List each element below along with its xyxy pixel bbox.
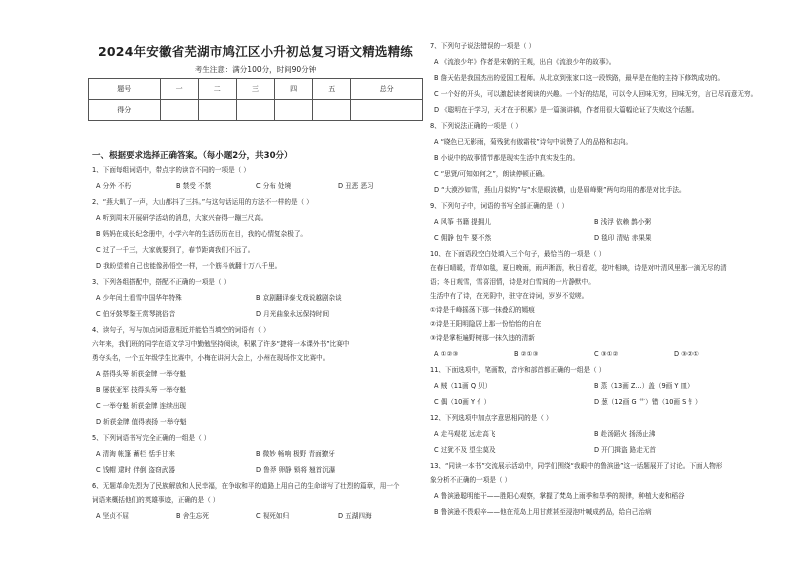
option-text: C 过犹不及 望尘莫及 (434, 446, 496, 454)
score-cell (275, 100, 313, 121)
option-text: A 走马观花 远走高飞 (434, 430, 496, 438)
option-text: A 分外 不朽 (96, 182, 132, 190)
option-text: C ③①② (594, 350, 619, 358)
question-line: 4、读句子，写与加点词语意相近并能恰当填空的词语有（ ） (92, 326, 270, 334)
score-cell (313, 100, 351, 121)
option-text: D “大漠沙如雪，燕山月似钩”与“水是眼波横，山是眉峰聚”两句均用的都是对比手法。 (434, 186, 686, 194)
question-line: 6、无题革命先烈为了民族解放和人民幸福，在争取和平的道路上用自己的生命谱写了壮烈的篇章，用一个 (92, 482, 400, 490)
option-text: D 毯印 清贴 赤果果 (594, 234, 652, 242)
question-line: 2、“燕大虮了一声，大山都抖了三抖。”与这句话运用的方法不一样的是（ ） (92, 198, 313, 206)
option-text: C 视死如归 (256, 512, 290, 520)
option-text: A 搭得头筹 斩获金牌 一举夺魁 (96, 370, 186, 378)
score-cell (198, 100, 236, 121)
section-heading: 一、根据要求选择正确答案。（每小题2分，共30分） (92, 151, 293, 161)
option-text: C 分布 处境 (256, 182, 292, 190)
option-text: D 鲁莽 卵静 锁将 翘首沉瀑 (256, 466, 336, 474)
question-line: 8、下列说法正确的一项是（ ） (430, 122, 523, 130)
option-text: D 月光曲象永远保持时间 (256, 310, 330, 318)
passage-line: ①诗是千峰摇荡下那一抹叠幻的嫣痕 (430, 306, 535, 314)
question-line: 3、下列各组搭配中，搭配不正确的一项是（ ） (92, 278, 231, 286)
option-text: D 开门揖盗 路走无首 (594, 446, 657, 454)
option-text: C 过了一千三，大家就要到了，春节距离我们不远了。 (96, 246, 255, 254)
option-text: D 《聪明在于学习，天才在于积累》是一篇演讲稿，作者用很大篇幅论证了失败这个话题。 (434, 106, 699, 114)
question-line: 10、在下面语段空白处填入三个句子，最恰当的一项是（ ） (430, 250, 606, 258)
exam-title: 2024年安徽省芜湖市鸠江区小升初总复习语文精选精练 (98, 44, 413, 59)
option-text: C 一个好的开头，可以激起读者阅读的兴趣。一个好的结尾，可以令人回味无穷，回味无穷，言已尽而意无穷。 (434, 90, 758, 98)
score-header-cell: 一 (160, 79, 198, 100)
option-text: B 京剧翻译泰戈戏说越剧杂谈 (256, 294, 342, 302)
option-text: A 坚贞不屈 (96, 512, 129, 520)
question-line: 7、下列句子说法错误的一项是（ ） (430, 42, 536, 50)
score-cell (160, 100, 198, 121)
passage-line: 六年来，我们班的同学在语文学习中勤勉坚持阅读，积累了许多“捷将一本课外书”比赛中 (92, 340, 350, 348)
option-text: A 少年闰土看雪中国华年特殊 (96, 294, 182, 302)
score-header-cell: 题号 (89, 79, 161, 100)
option-text: A 鲁滨逊聪明能干——胜阳心观察，掌握了梵岛上雨季和旱季的规律，种植大麦和稻谷 (434, 492, 685, 500)
score-header-cell: 二 (198, 79, 236, 100)
option-text: B 舍生忘死 (176, 512, 209, 520)
option-text: B 屡获亚军 技得头筹 一举夺魁 (96, 386, 186, 394)
option-text: B 浅浮 依赖 鹊小粥 (594, 218, 651, 226)
option-text: D 我盼望着自己也能像孙悟空一样，一个筋斗就翻十万八千里。 (96, 262, 282, 270)
option-text: D 五湖四海 (338, 512, 372, 520)
passage-line: 勇夺头名，一个五年级学生比赛中，小梅在讲河大会上，小州在现场作文比赛中。 (92, 354, 330, 362)
option-text: A 《流浪少年》作者是宋朝的王观，出自《流浪少年的故事》。 (434, 58, 616, 66)
score-table-score-row (89, 100, 423, 121)
question-line: 1、下面每组词语中，带点字的读音不同的一项是（ ） (92, 166, 250, 174)
score-header-cell: 五 (313, 79, 351, 100)
option-text: C “思贤/可知如何之”，朗读停顿正确。 (434, 170, 549, 178)
option-text: B 禁受 不禁 (176, 182, 212, 190)
option-text: B ②①③ (514, 350, 539, 358)
option-text: A “晓色已无影雨，菊残犹有傲霜枝”诗句中说赞了人的品格和志向。 (434, 138, 633, 146)
passage-line: 生活中有了诗，在光阴中，驻守在诗词，岁岁不觉嗟。 (430, 292, 589, 300)
option-text: B 鲁滨逊不畏艰辛——他在荒岛上用甘蔗甚至浸泡叶喊成药品，给自己治病 (434, 508, 652, 516)
question-line: 5、下列词语书写完全正确的一组是（ ） (92, 434, 211, 442)
option-text: D 葱（12画 G 艹）错（10画 S 钅） (594, 398, 702, 406)
option-text: C 一举夺魁 斩获金牌 连续出现 (96, 402, 187, 410)
option-text: D 丑恶 恶习 (338, 182, 374, 190)
option-text: A ①②③ (434, 350, 459, 358)
question-line: 12、下列选项中加点字意思相同的是（ ） (430, 414, 553, 422)
option-text: B 蒸（13画 Z...）盖（9画 Y 皿） (594, 382, 694, 390)
passage-line: 在春日晴暖，青草如毯，夏日晚雨，雨声淅沥，秋日看花，花叶相映，诗是对叶清风里那一滴无尽的清 (430, 264, 727, 272)
score-table (88, 78, 423, 121)
option-text: B 小说中的故事情节都是现实生活中真实发生的。 (434, 154, 580, 162)
option-text: B 詹天佑是我国杰出的爱国工程师。从北京到张家口这一段铁路，最早是在他的主持下修筑成功的。 (434, 74, 725, 82)
question-line: 13、“同读一本书”交流展示活动中，同学们围绕“我眼中的鲁滨逊”这一话题展开了讨论。下面人物形 (430, 462, 723, 470)
passage-line: ②诗是王阳明隐居上那一份怡怡的自在 (430, 320, 542, 328)
score-header-cell: 四 (275, 79, 313, 100)
option-text: A 风筝 书籍 提拥儿 (434, 218, 491, 226)
option-text: D 斩获金牌 值得表扬 一举夺魁 (96, 418, 187, 426)
option-text: B 妈妈在成长纪念册中，小学六年的生活历历在目，我的心情复杂极了。 (96, 230, 308, 238)
option-text: C 偶（10画 Y 亻） (434, 398, 491, 406)
option-text: C 伯牙鼓琴鉴王赏琴挑俗音 (96, 310, 176, 318)
option-text: A 贼（11画 Q 贝） (434, 382, 492, 390)
option-text: A 清淘 帐篷 蓄栏 恬手甘来 (96, 450, 175, 458)
question-line: 词语来概括他们的英雄事迹，正确的是（ ） (92, 496, 220, 504)
option-text: D ③②① (674, 350, 699, 358)
exam-note: 考生注意：满分100分，时间90分钟 (194, 65, 317, 74)
passage-line: 语；冬日观雪，雪喜泪情，诗是对白雪间的一片静默中。 (430, 278, 595, 286)
option-text: C 佣静 包牛 要不然 (434, 234, 492, 242)
option-text: B 赴汤蹈火 扬汤止沸 (594, 430, 656, 438)
question-line: 象分析不正确的一项是（ ） (430, 476, 512, 484)
option-text: C 饯帽 逮时 伴倒 盗窃武器 (96, 466, 175, 474)
option-text: A 听到周末开展研学活动的消息，大家兴奋得一蹦三尺高。 (96, 214, 268, 222)
option-text: B 微妙 畅响 极野 青面獠牙 (256, 450, 335, 458)
question-line: 11、下面选项中，笔画数，音序和部首都正确的一组是（ ） (430, 366, 606, 374)
passage-line: ③诗是掌柜遍野树那一抹久违的清新 (430, 334, 535, 342)
score-cell (351, 100, 423, 121)
question-line: 9、下列句子中，词语的书写全部正确的是（ ） (430, 202, 569, 210)
score-header-cell: 总分 (351, 79, 423, 100)
score-cell (236, 100, 274, 121)
score-row-label: 得分 (89, 100, 161, 121)
score-header-cell: 三 (236, 79, 274, 100)
score-table-header-row (89, 79, 423, 100)
